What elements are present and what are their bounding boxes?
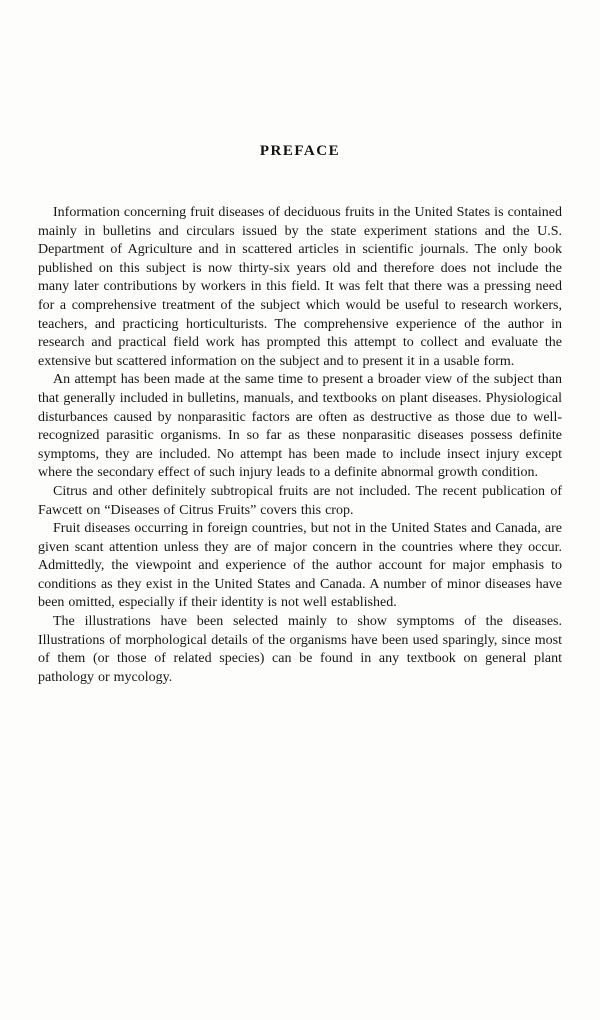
preface-paragraph-3: Citrus and other definitely subtropical fruits are not included. The recent publication of Fawcett on “Diseases of Citrus Fruits” covers this crop. — [38, 483, 562, 518]
preface-paragraph-2: An attempt has been made at the same time to present a broader view of the subject than that generally included in bulletins, manuals, and textbooks on plant diseases. Physiological disturbances caused by nonparasitic factors are often as destructive as those due to well-recognized parasitic organisms. In so far as these nonparasitic diseases possess definite symptoms, they are included. No attempt has been made to include insect injury except where the secondary effect of such injury leads to a definite abnormal growth condition. — [38, 372, 562, 481]
page-title: PREFACE — [259, 143, 341, 159]
preface-paragraph-5: The illustrations have been selected mainly to show symptoms of the diseases. Illustrations of morphological details of the organisms have been used sparingly, since most of them (or those of related species) can be found in any textbook on general plant pathology or mycology. — [38, 614, 562, 685]
preface-body — [38, 204, 562, 687]
preface-paragraph-4: Fruit diseases occurring in foreign countries, but not in the United States and Canada, are given scant attention unless they are of major concern in the countries where they occur. Admittedly, the viewpoint and experience of the author account for major emphasis to conditions as they exist in the United States and Canada. A number of minor diseases have been omitted, especially if their identity is not well established. — [38, 521, 562, 611]
preface-paragraph-1: Information concerning fruit diseases of deciduous fruits in the United States is contained mainly in bulletins and circulars issued by the state experiment stations and the U.S. Department of Agriculture and in scattered articles in scientific journals. The only book published on this subject is now thirty-six years old and therefore does not include the many later contributions by workers in this field. It was felt that there was a pressing need for a comprehensive treatment of the subject which would be useful to research workers, teachers, and practicing horticulturists. The comprehensive experience of the author in research and practical field work has prompted this attempt to collect and evaluate the extensive but scattered information on the subject and to present it in a usable form. — [38, 205, 562, 369]
